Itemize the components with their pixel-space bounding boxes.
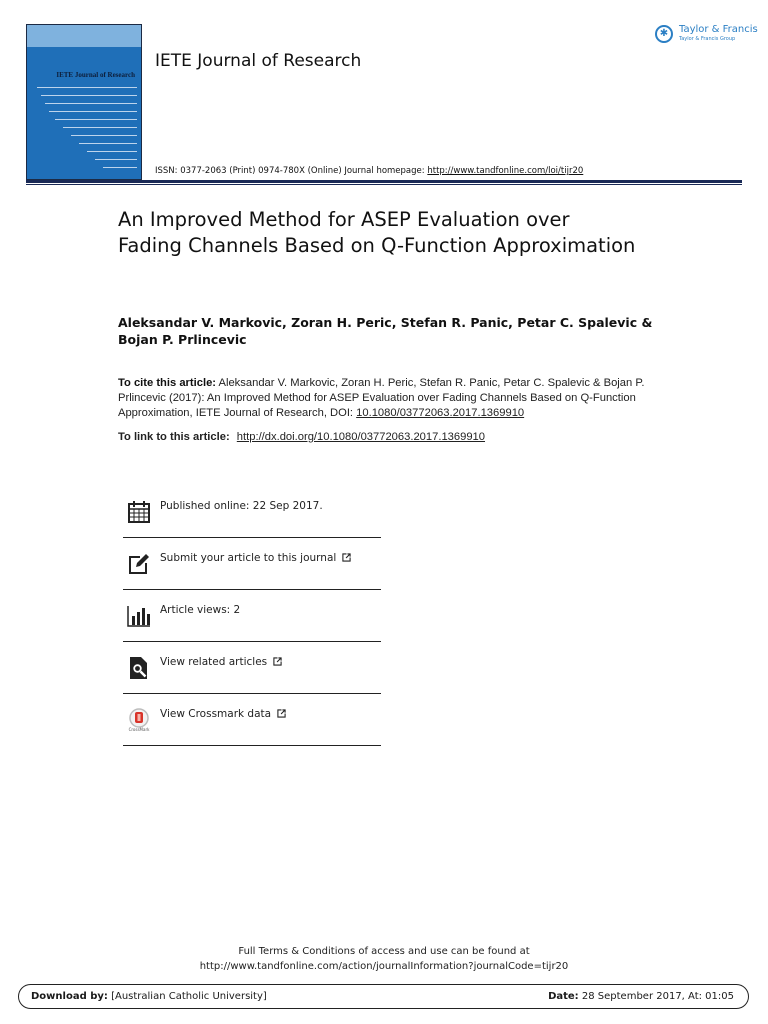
journal-cover-image xyxy=(26,24,142,180)
article-views-label: Article views: 2 xyxy=(160,604,241,616)
crossmark-icon xyxy=(127,708,151,732)
svg-text:CrossMark: CrossMark xyxy=(128,727,150,732)
link-label: To link to this article: xyxy=(118,431,230,443)
related-articles-label xyxy=(160,642,282,682)
publisher-logo-icon: ✱ xyxy=(655,25,673,43)
related-articles-text: View related articles xyxy=(160,656,268,668)
download-date-value: 28 September 2017, At: 01:05 xyxy=(581,991,734,1002)
edit-icon xyxy=(127,552,151,576)
download-date-label: Date: xyxy=(548,991,579,1002)
cover-line xyxy=(49,111,137,112)
cite-label: To cite this article: xyxy=(118,377,217,389)
search-document-icon xyxy=(127,656,151,680)
article-info-menu xyxy=(123,486,381,746)
cite-text: Aleksandar V. Markovic, Zoran H. Peric, Stefan R. Panic, Petar C. Spalevic & Bojan P. Prlincevic (2017): An Improved Method for ASEP Evaluation over Fading Channels Based on Q-Function Approximation, IETE Journal of Research, DOI: xyxy=(118,377,645,419)
bar-chart-icon xyxy=(127,604,151,628)
related-articles-link[interactable] xyxy=(123,642,381,694)
issn-text: ISSN: 0377-2063 (Print) 0974-780X (Online) Journal homepage: xyxy=(155,166,425,176)
article-doi-link[interactable]: http://dx.doi.org/10.1080/03772063.2017.1369910 xyxy=(236,431,486,443)
issn-line xyxy=(155,166,583,176)
download-by-value: [Australian Catholic University] xyxy=(111,991,267,1002)
cover-line xyxy=(95,159,137,160)
cover-line xyxy=(87,151,137,152)
article-title: An Improved Method for ASEP Evaluation over Fading Channels Based on Q-Function Approximation xyxy=(118,208,636,257)
submit-article-text: Submit your article to this journal xyxy=(160,552,337,564)
submit-article-link[interactable] xyxy=(123,538,381,590)
publisher-group: Taylor & Francis Group xyxy=(679,36,736,42)
header-rule xyxy=(26,180,742,183)
citation xyxy=(118,376,658,421)
cover-line xyxy=(63,127,137,128)
download-by xyxy=(31,991,267,1002)
publisher-logo[interactable] xyxy=(655,22,758,46)
terms-notice xyxy=(0,944,768,974)
cover-line xyxy=(37,87,137,88)
cover-band xyxy=(27,25,141,47)
publisher-name: Taylor & Francis xyxy=(679,24,758,35)
submit-article-label xyxy=(160,538,351,578)
cover-line xyxy=(79,143,137,144)
cover-line xyxy=(103,167,137,168)
crossmark-text: View Crossmark data xyxy=(160,708,272,720)
header-rule-thin xyxy=(26,184,742,185)
cover-title: IETE Journal of Research xyxy=(56,71,135,79)
published-online-label: Published online: 22 Sep 2017. xyxy=(160,500,323,512)
published-online-item xyxy=(123,486,381,538)
crossmark-link[interactable] xyxy=(123,694,381,746)
external-link-icon xyxy=(342,553,351,562)
article-views-item xyxy=(123,590,381,642)
external-link-icon xyxy=(273,657,282,666)
download-date xyxy=(548,991,734,1002)
crossmark-label xyxy=(160,694,286,734)
cover-line xyxy=(71,135,137,136)
cover-line xyxy=(41,95,137,96)
cover-line xyxy=(55,119,137,120)
calendar-icon xyxy=(127,500,151,524)
journal-homepage-link[interactable]: http://www.tandfonline.com/loi/tijr20 xyxy=(427,166,584,176)
terms-line-1: Full Terms & Conditions of access and use can be found at xyxy=(238,946,530,957)
cite-doi-link[interactable]: 10.1080/03772063.2017.1369910 xyxy=(356,407,525,419)
download-info-bar xyxy=(18,984,749,1009)
download-by-label: Download by: xyxy=(31,991,108,1002)
article-link-line xyxy=(118,431,485,443)
journal-name: IETE Journal of Research xyxy=(155,51,362,71)
external-link-icon xyxy=(277,709,286,718)
cover-line xyxy=(45,103,137,104)
terms-url[interactable]: http://www.tandfonline.com/action/journalInformation?journalCode=tijr20 xyxy=(199,961,569,972)
article-authors: Aleksandar V. Markovic, Zoran H. Peric, Stefan R. Panic, Petar C. Spalevic & Bojan P. Prlincevic xyxy=(118,315,653,347)
